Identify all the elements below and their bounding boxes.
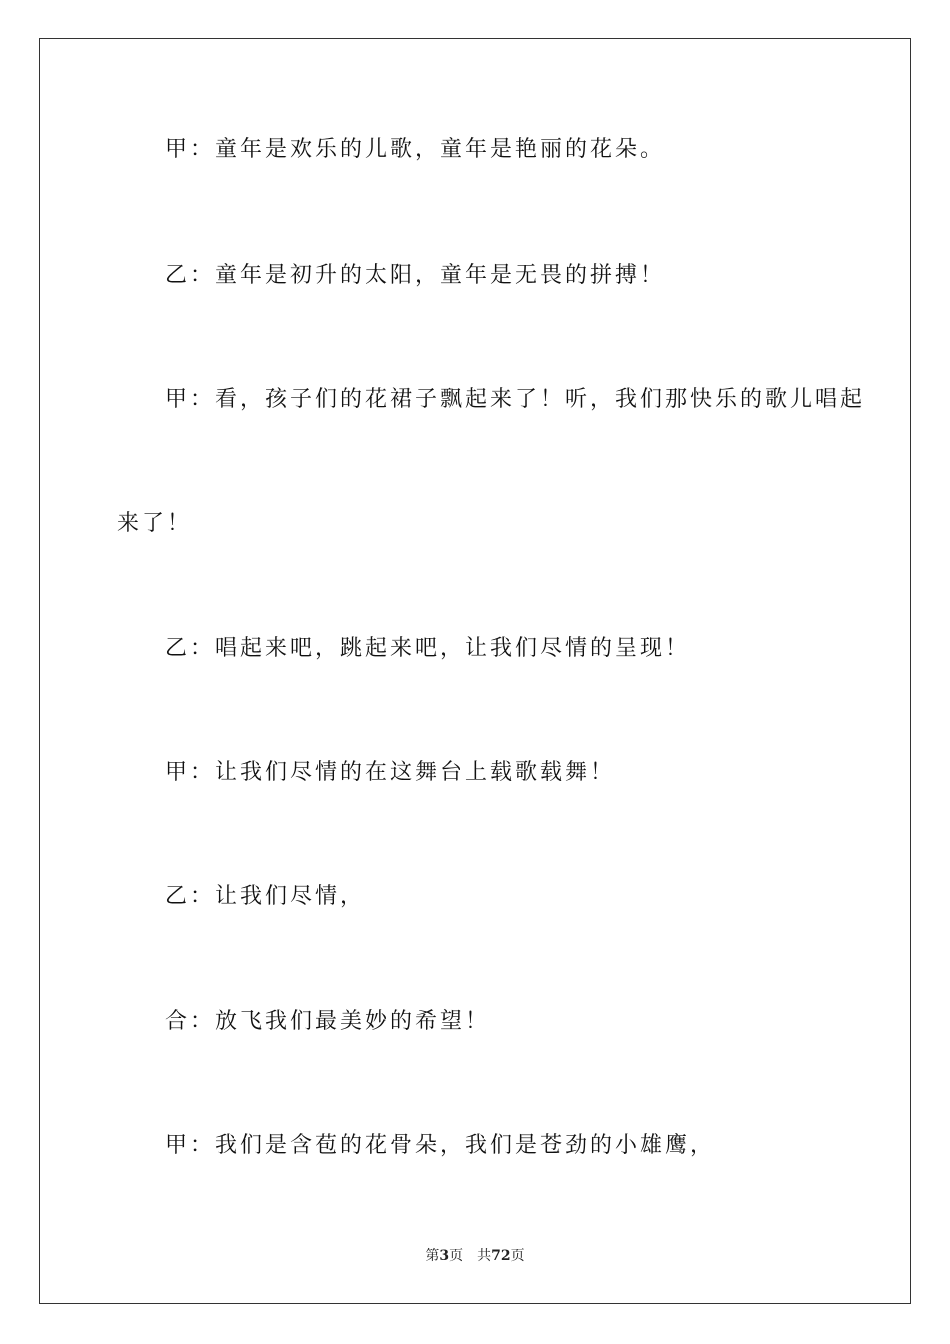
dialogue-line: 乙：童年是初升的太阳，童年是无畏的拼搏！: [165, 263, 666, 288]
dialogue-line: 甲：看，孩子们的花裙子飘起来了！听，我们那快乐的歌儿唱起: [165, 387, 866, 412]
dialogue-line: 甲：让我们尽情的在这舞台上载歌载舞！: [165, 760, 616, 785]
dialogue-line: 乙：唱起来吧，跳起来吧，让我们尽情的呈现！: [165, 636, 691, 661]
total-suffix: 页: [510, 1248, 525, 1264]
page-suffix: 页: [449, 1248, 464, 1264]
dialogue-line: 甲：童年是欢乐的儿歌，童年是艳丽的花朵。: [165, 137, 666, 162]
dialogue-line: 乙：让我们尽情，: [165, 884, 366, 909]
page-number: 3: [439, 1248, 450, 1264]
page-footer: [0, 1247, 950, 1265]
page-prefix: 第: [425, 1248, 440, 1264]
total-pages: 72: [491, 1248, 511, 1264]
dialogue-line-continuation: 来了！: [117, 511, 193, 536]
page-border: [39, 38, 911, 1304]
total-prefix: 共: [477, 1248, 492, 1264]
dialogue-line: 甲：我们是含苞的花骨朵，我们是苍劲的小雄鹰，: [165, 1133, 716, 1158]
dialogue-line: 合：放飞我们最美妙的希望！: [165, 1009, 491, 1034]
